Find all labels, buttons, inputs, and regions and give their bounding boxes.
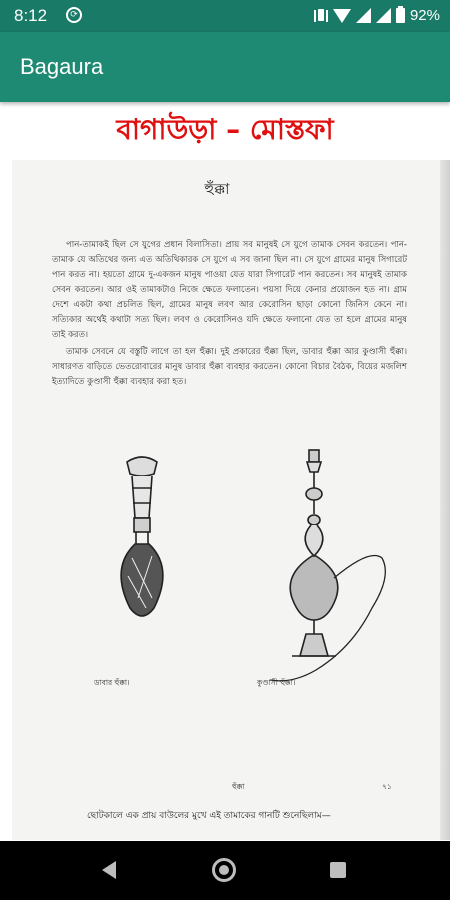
page-edge (440, 160, 450, 840)
kundashi-hookah-drawing (270, 450, 385, 681)
signal-icon (356, 8, 371, 23)
dabar-hookah-drawing (121, 457, 163, 616)
hookah-illustration (102, 448, 402, 698)
scanned-page[interactable] (12, 160, 450, 840)
status-icons (314, 7, 440, 24)
next-section-line: ছোটকালে এক প্রায় বাউলের মুখে এই তামাকের গানটি শুনেছিলাম— (87, 811, 331, 821)
status-time: 8:12 (14, 6, 48, 25)
battery-icon (396, 8, 405, 23)
caption-kundashi: কুণ্ডাসী হুঁক্কা। (257, 678, 296, 687)
vibrate-icon (314, 10, 328, 22)
signal-icon-2 (376, 8, 391, 23)
app-bar (0, 32, 450, 102)
back-icon[interactable] (102, 861, 116, 879)
caption-dabar: ডাবার হুঁক্কা। (94, 678, 130, 687)
home-icon[interactable] (212, 858, 236, 882)
sync-icon: ⟳ (66, 7, 82, 23)
status-bar (0, 0, 450, 32)
content-heading: বাগাউড়া – মোস্তফা (116, 113, 334, 146)
navigation-bar (0, 841, 450, 900)
paragraph-1: পান-তামাকই ছিল সে যুগের প্রধান বিলাসিতা। প্রায় সব মানুষই সে যুগে তামাক সেবন করতেন। পান-তামাক যে অতিথের জন্য এত অতিথিকারক সে যুগে এ সব জানা ছিল না। সে যুগে গ্রামের মানুষ সিগারেট পান করত না। হয়তো গ্রামে দু-একজন মানুষ পাওয়া যেত যারা সিগারেট পান করতেন। সব মানুষই তামাক সেবন করতেন। আর ওই তামাকটাও নিজে ক্ষেতে ফলাতেন। পয়সা দিয়ে কেনার প্রয়োজন হত না। গ্রাম দেশে একটা কথা প্রচলিত ছিল, গ্রামের মানুষ লবণ আর কেরোসিন ছাড়া কোনো জিনিস কেনে না। সত্যিকার অর্থেই কথাটা সত্য ছিল। লবণ ও কেরোসিনও যদি ক্ষেতে ফলানো যেত তা হলে গ্রামের মানুষ তাই করত। (52, 240, 407, 340)
page-footer-label: হুঁক্কা (232, 782, 245, 791)
page-number: ৭১ (382, 782, 392, 791)
battery-percent: 92% (409, 7, 440, 24)
recents-icon[interactable] (330, 862, 346, 878)
wifi-icon (333, 9, 351, 23)
page-title: হুঁক্কা (204, 180, 230, 198)
paragraph-2: তামাক সেবনে যে বস্তুটি লাগে তা হল হুঁক্কা। দুই প্রকারের হুঁক্কা ছিল, ডাবার হুঁক্কা আর কুণ্ডাসী হুঁক্কা। সাধারণত বাড়িতে ভেতরোবারের মানুষ ডাবার হুঁক্কা ব্যবহার করতেন। কোনো বিচার বৈঠক, বিয়ের মজলিশ ইত্যাদিতে কুণ্ডাসী হুঁক্কা ব্যবহার করা হত। (52, 347, 407, 387)
app-title: Bagaura (20, 54, 104, 79)
page-body (52, 238, 407, 392)
